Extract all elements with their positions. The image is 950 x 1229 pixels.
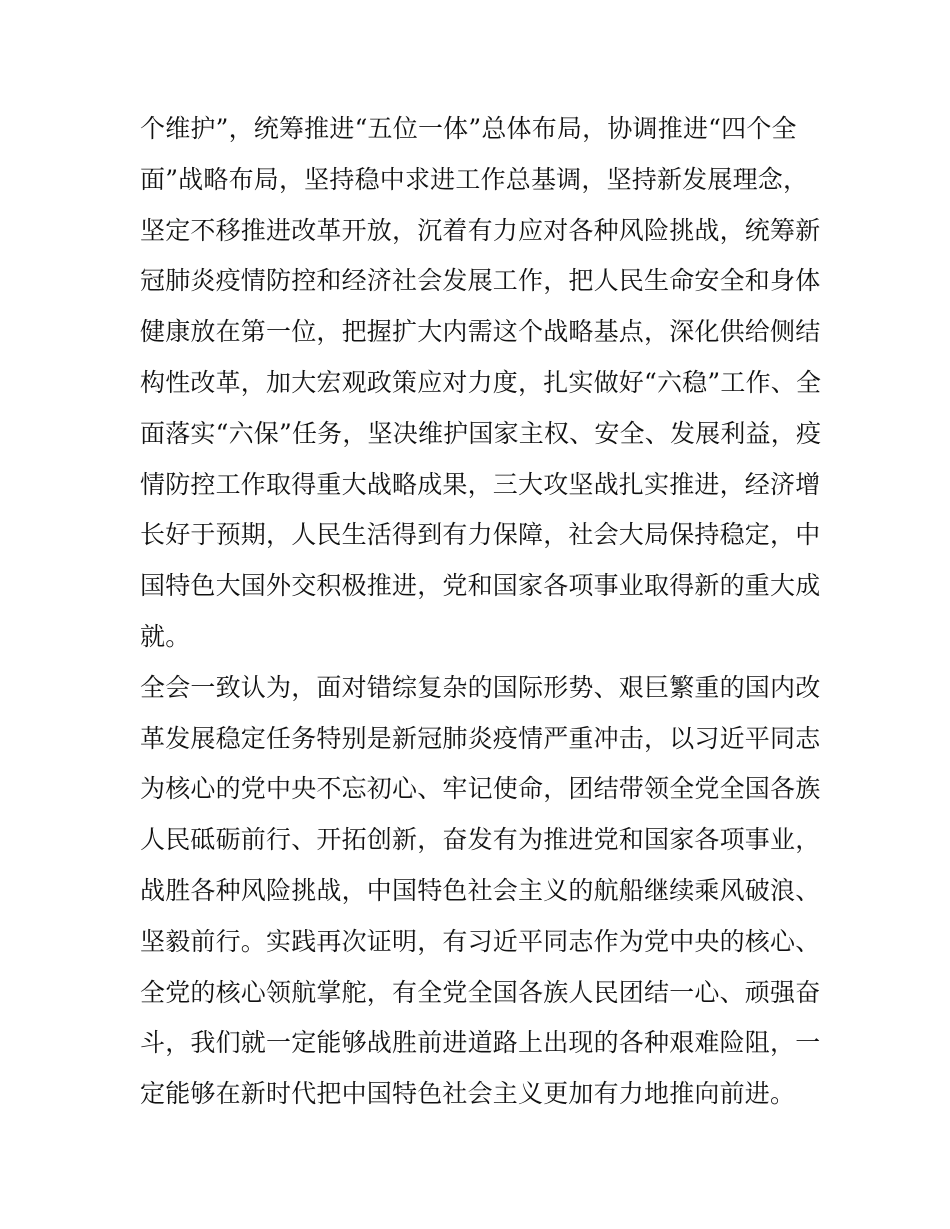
text-line: 战胜各种风险挑战，中国特色社会主义的航船继续乘风破浪、 (140, 875, 821, 905)
text-line: 坚毅前行。实践再次证明，有习近平同志作为党中央的核心、 (140, 926, 821, 956)
text-line: 全党的核心领航掌舵，有全党全国各族人民团结一心、顽强奋 (140, 977, 821, 1007)
text-line: 冠肺炎疫情防控和经济社会发展工作，把人民生命安全和身体 (140, 266, 821, 296)
text-line: 全会一致认为，面对错综复杂的国际形势、艰巨繁重的国内改 (140, 672, 821, 702)
text-line: 健康放在第一位，把握扩大内需这个战略基点，深化供给侧结 (140, 317, 821, 347)
text-line: 革发展稳定任务特别是新冠肺炎疫情严重冲击，以习近平同志 (140, 723, 821, 753)
paragraph-1 (140, 104, 820, 663)
body-text (140, 104, 820, 1120)
text-line: 构性改革，加大宏观政策应对力度，扎实做好“六稳”工作、全 (140, 367, 822, 397)
text-line: 坚定不移推进改革开放，沉着有力应对各种风险挑战，统筹新 (140, 215, 821, 245)
text-line: 个维护”，统筹推进“五位一体”总体布局，协调推进“四个全 (140, 114, 797, 143)
text-line: 面落实“六保”任务，坚决维护国家主权、安全、发展利益，疫 (140, 418, 822, 448)
text-line: 长好于预期，人民生活得到有力保障，社会大局保持稳定，中 (140, 520, 821, 550)
paragraph-2 (140, 663, 820, 1120)
text-line: 国特色大国外交积极推进，党和国家各项事业取得新的重大成 (140, 571, 821, 601)
text-line: 就。 (140, 621, 191, 651)
text-line: 斗，我们就一定能够战胜前进道路上出现的各种艰难险阻，一 (140, 1028, 821, 1058)
text-line: 人民砥砺前行、开拓创新，奋发有为推进党和国家各项事业， (140, 825, 821, 855)
text-line: 情防控工作取得重大战略成果，三大攻坚战扎实推进，经济增 (140, 469, 821, 499)
text-line: 为核心的党中央不忘初心、牢记使命，团结带领全党全国各族 (140, 774, 821, 804)
text-line: 面”战略布局，坚持稳中求进工作总基调，坚持新发展理念， (140, 164, 809, 194)
text-line: 定能够在新时代把中国特色社会主义更加有力地推向前进。 (140, 1079, 796, 1109)
